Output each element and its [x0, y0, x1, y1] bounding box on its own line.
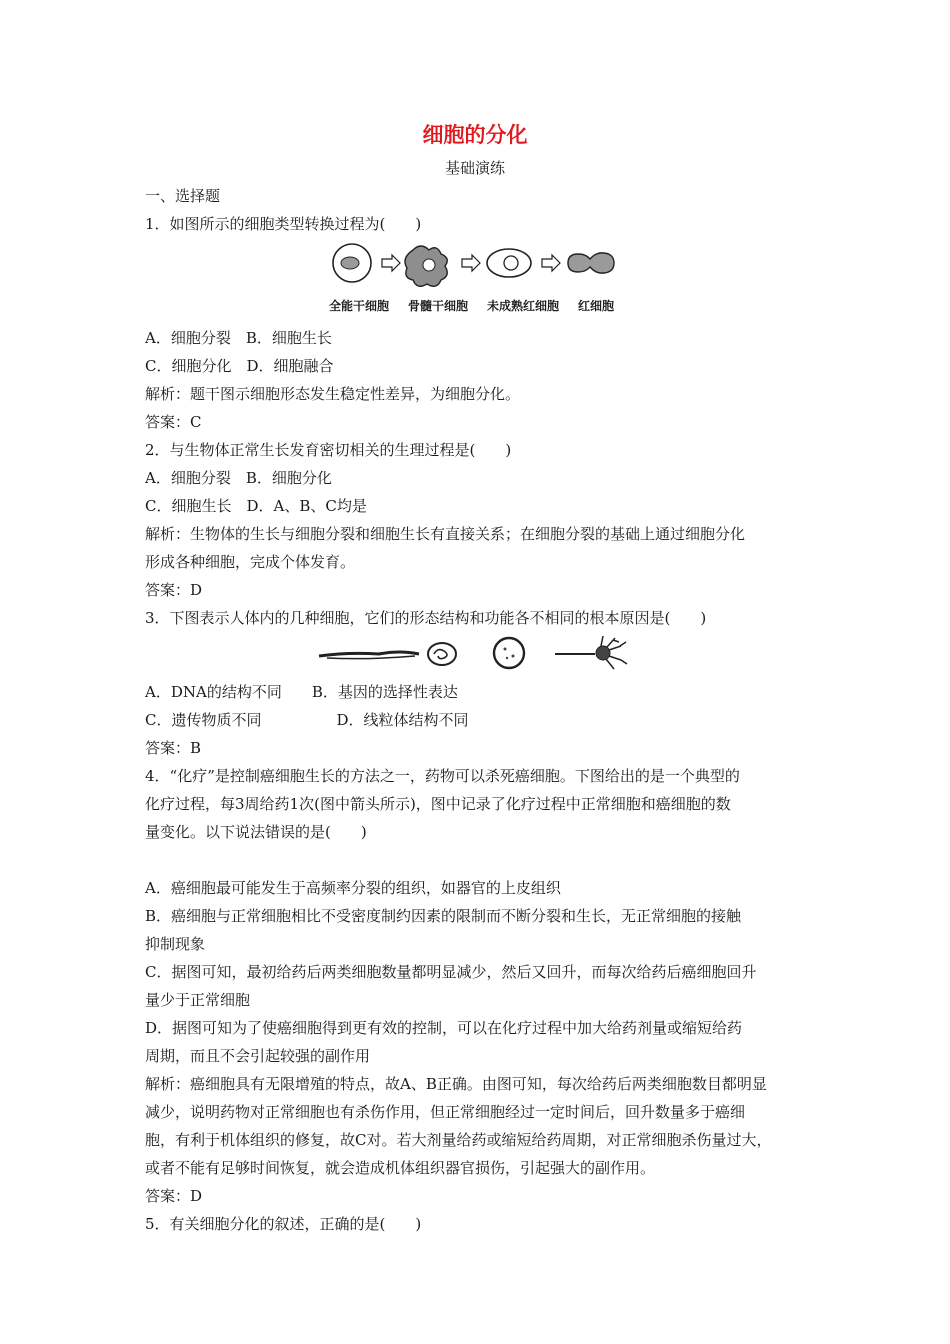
figure-label-red-blood-cell: 红细胞	[578, 299, 615, 313]
question-4-analysis-line: 减少，说明药物对正常细胞也有杀伤作用，但正常细胞经过一定时间后，回升数量多于癌细	[145, 1103, 746, 1121]
question-4-stem-line: 化疗过程，每3周给药1次(图中箭头所示)，图中记录了化疗过程中正常细胞和癌细胞的数	[145, 795, 731, 813]
question-2-answer: 答案：D	[145, 581, 203, 599]
arrow-right-icon	[382, 255, 400, 271]
question-4-option-line: D．据图可知为了使癌细胞得到更有效的控制，可以在化疗过程中加大给药剂量或缩短给药	[145, 1019, 743, 1037]
page-subtitle: 基础演练	[444, 159, 505, 177]
arrow-right-icon	[462, 255, 480, 271]
question-2-stem: 2．与生物体正常生长发育密切相关的生理过程是( )	[145, 441, 512, 459]
question-4-option-line: C．据图可知，最初给药后两类细胞数量都明显减少，然后又回升，而每次给药后癌细胞回升	[145, 963, 757, 981]
question-3-stem: 3．下图表示人体内的几种细胞，它们的形态结构和功能各不相同的根本原因是( )	[145, 609, 707, 627]
figure-label-bone-marrow-stem-cell: 骨髓干细胞	[408, 299, 469, 313]
bone-marrow-stem-cell-nucleus-icon	[423, 259, 435, 271]
missing-figure-space	[145, 846, 815, 874]
question-4-stem-line: 量变化。以下说法错误的是( )	[145, 823, 367, 841]
question-2-analysis-line: 形成各种细胞，完成个体发育。	[145, 553, 356, 571]
question-4-option-line: A．癌细胞最可能发生于高频率分裂的组织，如器官的上皮组织	[145, 879, 561, 897]
question-3-option-line: C．遗传物质不同 D．线粒体结构不同	[145, 711, 469, 729]
question-4-option-line: B．癌细胞与正常细胞相比不受密度制约因素的限制而不断分裂和生长，无正常细胞的接触	[145, 907, 742, 925]
red-blood-cell-icon	[568, 253, 614, 273]
question-3-option-line: A．DNA的结构不同 B．基因的选择性表达	[145, 683, 458, 701]
question-1-analysis: 解析：题干图示细胞形态发生稳定性差异，为细胞分化。	[145, 385, 521, 403]
section-heading: 一、选择题	[145, 187, 221, 205]
round-cell-icon	[494, 638, 524, 668]
question-1-option-line: A．细胞分裂 B．细胞生长	[145, 329, 332, 347]
question-1-answer: 答案：C	[145, 413, 202, 431]
immature-red-blood-cell-nucleus-icon	[504, 256, 518, 270]
document-body	[145, 182, 815, 1238]
cell-transformation-figure	[145, 240, 815, 324]
question-4-analysis-line: 或者不能有足够时间恢复，就会造成机体组织器官损伤，引起强大的副作用。	[145, 1159, 656, 1177]
totipotent-stem-cell-nucleus-icon	[341, 257, 359, 269]
question-4-option-line: 抑制现象	[145, 935, 206, 953]
question-4-option-line: 周期，而且不会引起较强的副作用	[145, 1047, 371, 1065]
spiral-cell-icon	[428, 643, 456, 665]
question-4-answer: 答案：D	[145, 1187, 203, 1205]
human-cells-figure	[145, 632, 815, 678]
muscle-cell-icon	[319, 652, 419, 656]
question-4-option-line: 量少于正常细胞	[145, 991, 251, 1009]
question-3-answer: 答案：B	[145, 739, 202, 757]
question-2-option-line: A．细胞分裂 B．细胞分化	[145, 469, 332, 487]
question-5-stem: 5．有关细胞分化的叙述，正确的是( )	[145, 1215, 422, 1233]
cell-transformation-diagram	[327, 240, 617, 296]
question-4-analysis-line: 胞，有利于机体组织的修复，故C对。若大剂量给药或缩短给药周期，对正常细胞杀伤量过大，	[145, 1131, 772, 1149]
question-2-analysis-line: 解析：生物体的生长与细胞分裂和细胞生长有直接关系；在细胞分裂的基础上通过细胞分化	[145, 525, 746, 543]
question-4-stem-line: 4．“化疗”是控制癌细胞生长的方法之一，药物可以杀死癌细胞。下图给出的是一个典型的	[145, 767, 740, 785]
question-1-option-line: C．细胞分化 D．细胞融合	[145, 357, 334, 375]
figure-label-totipotent-stem-cell: 全能干细胞	[329, 299, 390, 313]
arrow-right-icon	[542, 255, 560, 271]
question-2-option-line: C．细胞生长 D．A、B、C均是	[145, 497, 367, 515]
page-title: 细胞的分化	[422, 123, 528, 147]
human-cells-diagram	[317, 634, 637, 674]
question-1-stem: 1．如图所示的细胞类型转换过程为( )	[145, 215, 422, 233]
question-4-analysis-line: 解析：癌细胞具有无限增殖的特点，故A、B正确。由图可知，每次给药后两类细胞数目都明显	[145, 1075, 767, 1093]
figure-label-immature-red-blood-cell: 未成熟红细胞	[487, 299, 560, 313]
